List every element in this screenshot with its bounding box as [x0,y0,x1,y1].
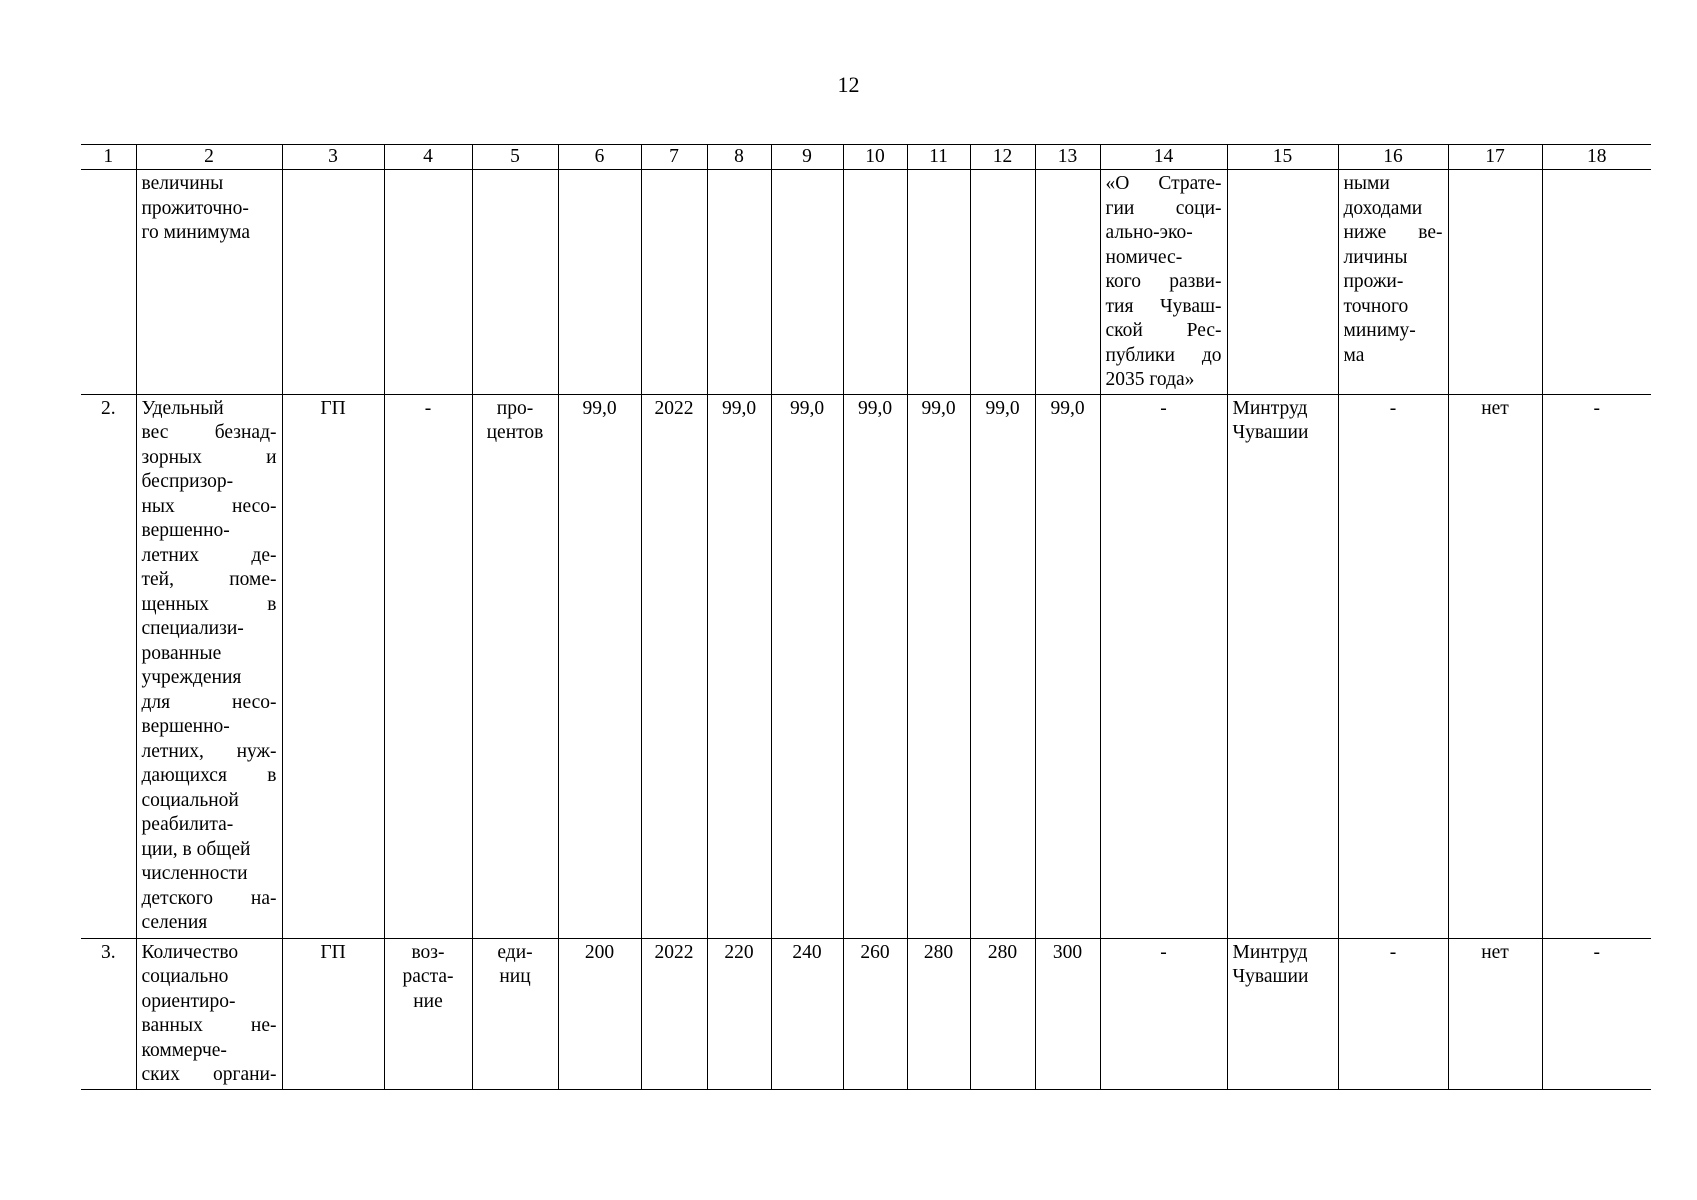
year-cell: 2022 [641,938,707,1089]
text-line: Минтруд [1232,397,1308,419]
text-line: ниже ве- [1343,222,1443,243]
value-cell: 200 [558,938,641,1089]
text-line: социальной [141,789,239,811]
header-cell: 2 [136,145,282,170]
value-cell: 240 [771,938,843,1089]
value-cell: 99,0 [907,394,970,938]
strategy-reference-cell: - [1100,394,1227,938]
header-cell: 9 [771,145,843,170]
value-cell: 280 [970,938,1035,1089]
text-line: про- [496,397,534,419]
text-line: Минтруд [1232,941,1308,963]
table-cell: - [1542,938,1651,1089]
table-cell [282,170,384,395]
header-cell: 8 [707,145,771,170]
text-line: воз- [411,941,445,963]
table-cell [1448,170,1542,395]
text-line: доходами [1343,197,1423,219]
table-cell: - [1542,394,1651,938]
responsible-cell [1227,938,1338,1089]
text-line: летних, нуж- [141,740,277,762]
text-line: для несо- [141,691,277,713]
value-cell: 300 [1035,938,1100,1089]
indicator-name-cell [136,938,282,1089]
header-cell: 12 [970,145,1035,170]
text-line: детского на- [141,887,277,909]
text-line: номичес- [1105,246,1183,268]
text-line: зорных и [141,446,277,468]
table-cell [707,170,771,395]
value-cell: 99,0 [558,394,641,938]
text-line: рованные [141,642,222,664]
responsible-cell [1227,394,1338,938]
text-line: социально [141,966,229,987]
text-line: Чувашии [1232,422,1309,443]
trend-cell: - [384,394,472,938]
text-line: ально-эко- [1105,222,1193,243]
text-line: миниму- [1343,320,1416,341]
text-line: ние [413,990,443,1012]
value-cell: 99,0 [771,394,843,938]
table-cell [384,170,472,395]
table-row-continuation [81,170,1651,395]
header-cell: 16 [1338,145,1448,170]
text-line: летних де- [141,544,277,566]
text-line: центов [486,422,544,443]
header-cell: 1 [81,145,136,170]
text-line: гии соци- [1105,197,1222,219]
text-line: вершенно- [141,520,230,541]
header-cell: 11 [907,145,970,170]
text-line: раста- [402,966,454,987]
table-cell [970,170,1035,395]
header-cell: 3 [282,145,384,170]
note-cell: - [1338,938,1448,1089]
table-cell [1227,170,1338,395]
text-line: численности [141,863,248,884]
value-cell: 260 [843,938,907,1089]
unit-cell [472,394,558,938]
header-cell: 14 [1100,145,1227,170]
text-line: ных несо- [141,495,277,517]
indicator-name-cell [136,170,282,395]
text-line: ции, в общей [141,838,251,860]
text-line: учреждения [141,667,242,688]
header-cell: 5 [472,145,558,170]
text-line: вершенно- [141,716,230,737]
text-line: Чувашии [1232,966,1309,987]
value-cell: 99,0 [970,394,1035,938]
row-number: 3. [81,938,136,1089]
text-line: реабилита- [141,814,234,835]
strategy-reference-cell: - [1100,938,1227,1089]
flag-cell: нет [1448,938,1542,1089]
page-number: 12 [837,72,860,97]
text-line: ориентиро- [141,990,236,1012]
header-cell: 6 [558,145,641,170]
header-cell: 13 [1035,145,1100,170]
text-line: личины [1343,246,1408,268]
text-line: «О Страте- [1105,173,1222,194]
text-line: специализи- [141,618,244,639]
header-cell: 17 [1448,145,1542,170]
text-line: тия Чуваш- [1105,295,1222,317]
table-cell [81,170,136,395]
text-line: точного [1343,295,1409,317]
text-line: ванных не- [141,1015,277,1036]
text-line: ской Рес- [1105,320,1222,341]
text-line: публики до [1105,344,1222,366]
strategy-reference-cell [1100,170,1227,395]
text-line: Удельный [141,397,224,419]
text-line: селения [141,912,208,933]
text-line: ма [1343,344,1365,366]
year-cell: 2022 [641,394,707,938]
table-cell [472,170,558,395]
text-line: тей, поме- [141,569,277,590]
value-cell: 99,0 [843,394,907,938]
text-line: ских органи- [141,1064,277,1085]
table-cell [907,170,970,395]
table-cell [843,170,907,395]
table-cell [558,170,641,395]
unit-cell [472,938,558,1089]
header-cell: 7 [641,145,707,170]
text-line: ниц [499,966,531,987]
table-row-3 [81,938,1651,1089]
indicator-name-cell [136,394,282,938]
table-row-2 [81,394,1651,938]
program-type-cell: ГП [282,938,384,1089]
header-cell: 4 [384,145,472,170]
note-cell [1338,170,1448,395]
table-cell [641,170,707,395]
note-cell: - [1338,394,1448,938]
text-line: го минимума [141,222,250,243]
value-cell: 99,0 [1035,394,1100,938]
table-cell [771,170,843,395]
text-line: ными [1343,173,1390,194]
text-line: беспризор- [141,471,234,492]
text-line: величины [141,173,224,194]
header-cell: 18 [1542,145,1651,170]
program-type-cell: ГП [282,394,384,938]
text-line: еди- [497,941,533,963]
header-cell: 10 [843,145,907,170]
text-line: коммерче- [141,1039,227,1061]
text-line: вес безнад- [141,422,277,443]
text-line: Количество [141,941,239,963]
header-cell: 15 [1227,145,1338,170]
text-line: прожи- [1343,271,1404,292]
text-line: прожиточно- [141,197,249,219]
column-number-header [81,145,1651,170]
value-cell: 280 [907,938,970,1089]
value-cell: 99,0 [707,394,771,938]
value-cell: 220 [707,938,771,1089]
text-line: 2035 года» [1105,369,1195,390]
trend-cell [384,938,472,1089]
table-cell [1035,170,1100,395]
table-cell [1542,170,1651,395]
text-line: кого разви- [1105,271,1222,292]
text-line: щенных в [141,593,277,615]
row-number: 2. [81,394,136,938]
indicators-table [81,144,1651,1090]
text-line: дающихся в [141,765,277,786]
flag-cell: нет [1448,394,1542,938]
